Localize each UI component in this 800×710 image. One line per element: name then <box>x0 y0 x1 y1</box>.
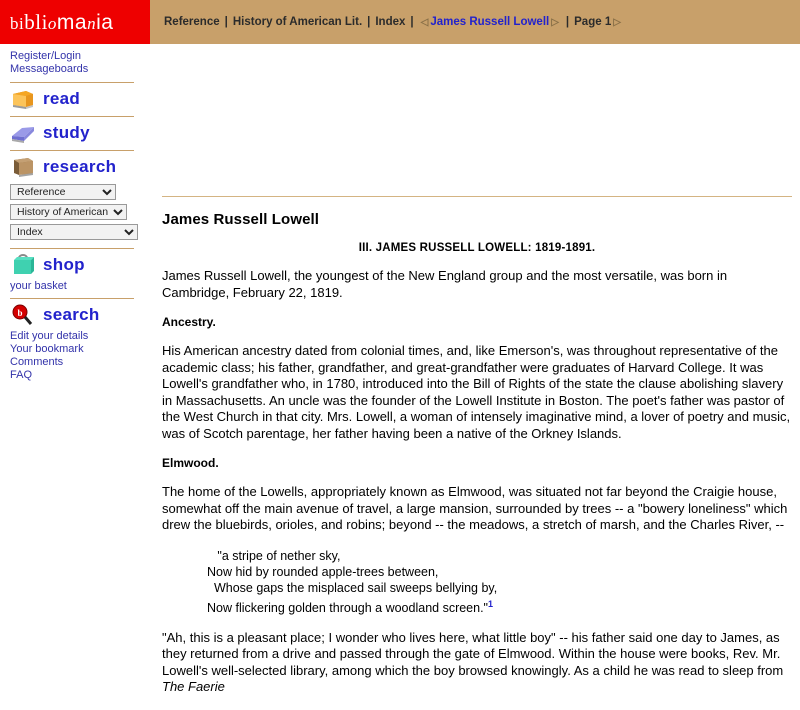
sidebar-item-study[interactable] <box>10 122 150 144</box>
prev-arrow-icon[interactable]: ◁ <box>420 16 429 28</box>
breadcrumb-history[interactable]: History of American Lit. <box>232 16 363 28</box>
content-divider <box>162 196 792 197</box>
logo-part-3: o <box>47 13 57 33</box>
sidebar-item-research[interactable] <box>10 156 150 178</box>
breadcrumb-index[interactable]: Index <box>375 16 406 28</box>
index-select[interactable] <box>10 224 138 240</box>
sidebar-item-shop[interactable] <box>10 254 150 276</box>
sidebar-item-search[interactable] <box>10 304 150 326</box>
faq-link[interactable]: FAQ <box>10 369 33 381</box>
site-header <box>0 0 800 44</box>
breadcrumb-separator: | <box>224 16 228 28</box>
page-title: James Russell Lowell <box>162 211 320 228</box>
orange-book-icon <box>10 88 36 110</box>
ancestry-heading: Ancestry. <box>162 315 216 329</box>
comments-link[interactable]: Comments <box>10 356 64 368</box>
next-arrow-icon[interactable]: ▷ <box>551 16 559 28</box>
logo-part-5: n <box>87 13 97 33</box>
closing-paragraph-text: "Ah, this is a pleasant place; I wonder who lives here, what little boy" -- his father said one day to James, as they returned from a drive and passed through the gate of Elmwood. Within the house were books, Rev. Mr. Lowell's well-selected library, among which the boy browsed knowingly. As a child he was read to sleep from <box>162 629 784 678</box>
main-content <box>150 44 800 710</box>
history-of-american-lit-select[interactable] <box>10 204 127 220</box>
sidebar-divider <box>10 248 134 249</box>
verse-line-3: Whose gaps the misplaced sail sweeps bellying by, <box>207 580 498 595</box>
verse-line-2: Now hid by rounded apple-trees between, <box>207 564 439 579</box>
messageboards-link[interactable]: Messageboards <box>10 63 89 75</box>
intro-paragraph: James Russell Lowell, the youngest of the New England group and the most versatile, was born in Cambridge, February 22, 1819. <box>162 268 728 300</box>
edit-your-details-link[interactable]: Edit your details <box>10 330 89 342</box>
breadcrumb-separator: | <box>565 16 570 28</box>
magnifier-icon <box>10 304 36 326</box>
logo-part-1: bi <box>10 13 25 33</box>
breadcrumb-separator: | <box>410 16 414 28</box>
breadcrumb-current-page[interactable]: James Russell Lowell <box>430 16 550 28</box>
sidebar-label-study: study <box>43 123 90 142</box>
verse-line-1: "a stripe of nether sky, <box>207 548 341 563</box>
closing-paragraph <box>162 630 792 696</box>
logo-part-4: ma <box>56 10 88 34</box>
breadcrumb <box>150 0 800 44</box>
ancestry-paragraph: His American ancestry dated from colonial times, and, like Emerson's, was throughout representative of the academic class; his father, grandfather, and great-grandfather were graduates of Harvard College. It was Lowell's grandfather who, in 1780, introduced into the Bill of Rights of the state the clause abolishing slavery in Massachusetts. An uncle was the founder of the Lowell Institute in Boston. The poet's father was pastor of the West Church in that city. Mrs. Lowell, a woman of intensely imaginative mind, a lover of poetry and music, was of Scotch parentage, her father having been a native of the Orkney Islands. <box>162 343 791 441</box>
your-basket-link[interactable]: your basket <box>10 280 67 292</box>
sidebar-label-search: search <box>43 305 100 324</box>
site-logo[interactable] <box>0 0 150 44</box>
sidebar <box>0 44 150 382</box>
blue-open-book-icon <box>10 122 36 144</box>
sidebar-label-research: research <box>43 157 117 176</box>
logo-part-6: ia <box>96 10 114 34</box>
elmwood-paragraph: The home of the Lowells, appropriately known as Elmwood, was situated not far beyond the Craigie house, somewhat off the main avenue of travel, a large mansion, surrounded by trees -- a "bowery loneliness" which drew the bluebirds, orioles, and robins; beyond -- the meadows, a stretch of marsh, and the Charles River, -- <box>162 484 788 532</box>
footnote-marker[interactable]: 1 <box>488 598 494 609</box>
elmwood-heading: Elmwood. <box>162 456 219 470</box>
closing-paragraph-italic-title: The Faerie <box>162 679 225 695</box>
sidebar-divider <box>10 116 134 117</box>
brown-book-icon <box>10 156 36 178</box>
sidebar-divider <box>10 150 134 151</box>
content-top-spacer <box>162 44 792 196</box>
page-number-label: Page 1 <box>574 16 612 28</box>
sidebar-label-read: read <box>43 89 81 108</box>
sidebar-divider <box>10 82 134 83</box>
logo-text <box>10 10 113 35</box>
sidebar-utility-links <box>10 330 150 382</box>
svg-text:b: b <box>17 308 23 318</box>
breadcrumb-separator: | <box>367 16 371 28</box>
breadcrumb-reference[interactable]: Reference <box>164 16 220 28</box>
page-body <box>0 44 800 710</box>
reference-select[interactable] <box>10 184 116 200</box>
sidebar-label-shop: shop <box>43 255 85 274</box>
your-bookmark-link[interactable]: Your bookmark <box>10 343 84 355</box>
page-next-arrow-icon[interactable]: ▷ <box>613 16 621 28</box>
register-login-link[interactable]: Register/Login <box>10 50 81 62</box>
sidebar-divider <box>10 298 134 299</box>
chapter-heading: III. JAMES RUSSELL LOWELL: 1819-1891. <box>358 242 596 254</box>
logo-part-2: bli <box>24 9 48 34</box>
verse-line-4: Now flickering golden through a woodland screen." <box>207 600 488 615</box>
shopping-bag-icon <box>10 254 36 276</box>
sidebar-item-read[interactable] <box>10 88 150 110</box>
verse-block <box>162 548 792 616</box>
